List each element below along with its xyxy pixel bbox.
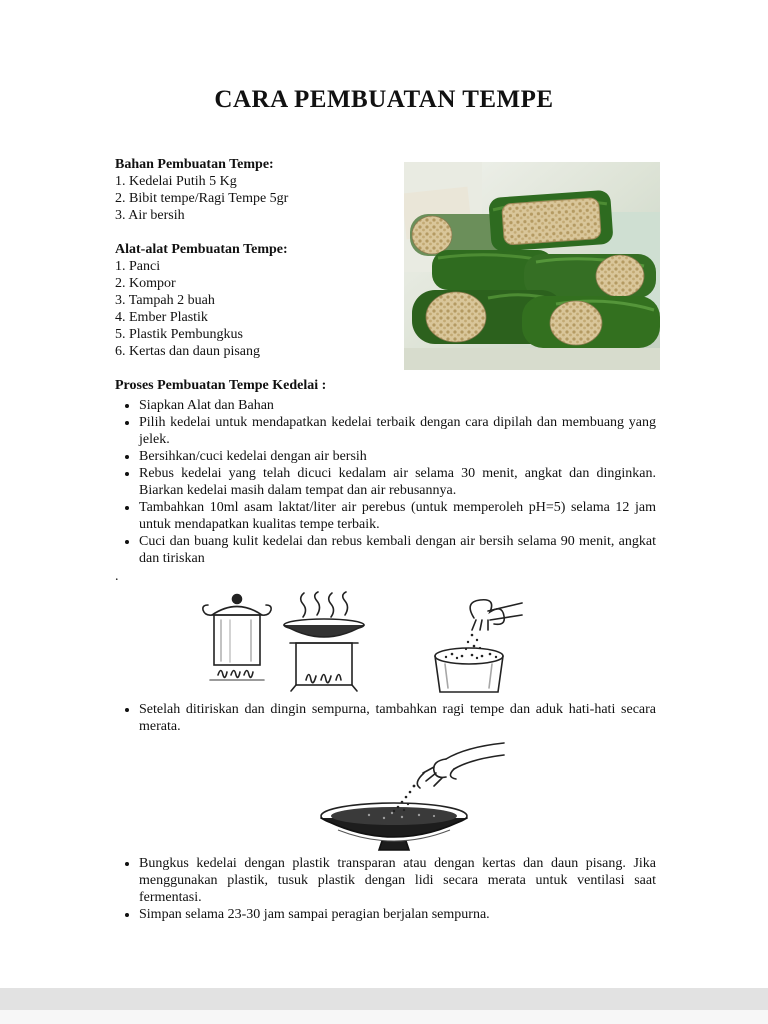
next-page-edge (0, 1010, 768, 1024)
alat-item: 6. Kertas dan daun pisang (115, 344, 261, 359)
mixing-illustration-graphic (294, 738, 506, 856)
process-step: • Setelah ditiriskan dan dingin sempurna, tambahkan ragi tempe dan aduk hati-hati secara merata. (139, 701, 656, 735)
bahan-item: 3. Air bersih (115, 208, 185, 223)
section-bahan (115, 156, 288, 224)
steaming-pan-icon (284, 592, 364, 691)
steamer-pot-icon (203, 595, 271, 681)
cooking-process-illustration (190, 590, 524, 696)
cooking-illustration-graphic (190, 590, 524, 696)
alat-item: 5. Plastik Pembungkus (115, 327, 243, 342)
tempe-photo-graphic (404, 162, 660, 370)
page-gap (0, 988, 768, 1010)
page-title: CARA PEMBUATAN TEMPE (214, 86, 554, 113)
proses-steps-part3 (115, 855, 656, 923)
bahan-item: 1. Kedelai Putih 5 Kg (115, 174, 237, 189)
process-step: • Pilih kedelai untuk mendapatkan kedelai terbaik dengan cara dipilah dan membuang yang jelek. (139, 414, 656, 448)
bahan-item: 2. Bibit tempe/Ragi Tempe 5gr (115, 191, 289, 206)
process-step: • Simpan selama 23-30 jam sampai peragian berjalan sempurna. (139, 906, 656, 923)
stray-period: . (115, 569, 119, 584)
alat-item: 1. Panci (115, 259, 161, 274)
falling-grains-icon (445, 634, 497, 660)
pouring-hand-icon (417, 743, 504, 788)
proses-steps-part1 (115, 397, 656, 567)
alat-item: 4. Ember Plastik (115, 310, 208, 325)
sprinkling-hand-icon (435, 600, 522, 692)
proses-step-part2 (115, 701, 656, 735)
tempe-photo (404, 162, 660, 370)
process-step: • Tambahkan 10ml asam laktat/liter air perebus (untuk memperoleh pH=5) selama 12 jam untuk mendapatkan kualitas tempe terbaik. (139, 499, 656, 533)
alat-item: 2. Kompor (115, 276, 176, 291)
alat-heading: Alat-alat Pembuatan Tempe: (115, 242, 288, 257)
section-alat (115, 241, 288, 360)
process-step: • Rebus kedelai yang telah dicuci kedalam air selama 30 menit, angkat dan dinginkan. Biarkan kedelai masih dalam tempat dan air rebusannya. (139, 465, 656, 499)
process-step: • Bungkus kedelai dengan plastik transparan atau dengan kertas dan daun pisang. Jika menggunakan plastik, tusuk plastik dengan lidi secara merata untuk ventilasi saat fermentasi. (139, 855, 656, 906)
process-step: • Cuci dan buang kulit kedelai dan rebus kembali dengan air bersih selama 90 menit, angkat dan tiriskan (139, 533, 656, 567)
process-step: • Siapkan Alat dan Bahan (139, 397, 656, 414)
bahan-heading: Bahan Pembuatan Tempe: (115, 157, 274, 172)
process-step: • Bersihkan/cuci kedelai dengan air bersih (139, 448, 656, 465)
proses-heading: Proses Pembuatan Tempe Kedelai : (115, 378, 327, 393)
basin-contents (331, 807, 457, 825)
mixing-illustration (294, 738, 506, 856)
alat-item: 3. Tampah 2 buah (115, 293, 215, 308)
